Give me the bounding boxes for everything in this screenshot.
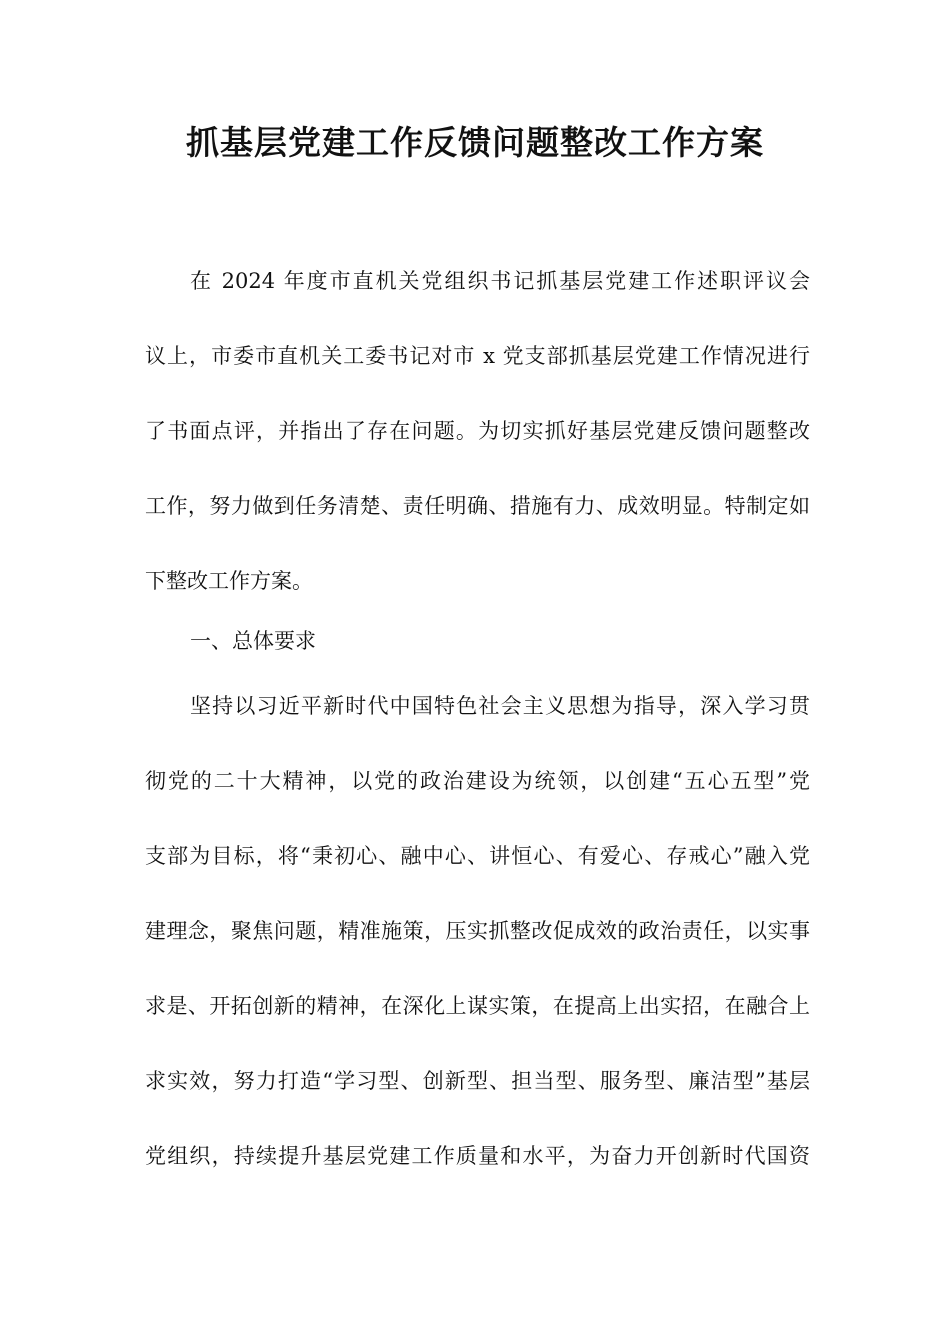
paragraph-line: 工作，努力做到任务清楚、责任明确、措施有力、成效明显。特制定如 [145,494,810,518]
document-title: 抓基层党建工作反馈问题整改工作方案 [186,123,764,162]
paragraph-line: 支部为目标，将“秉初心、融中心、讲恒心、有爱心、存戒心”融入党 [145,844,810,868]
paragraph-line: 下整改工作方案。 [145,569,313,593]
paragraph-line: 在 2024 年度市直机关党组织书记抓基层党建工作述职评议会 [190,269,810,293]
paragraph-line: 求是、开拓创新的精神，在深化上谋实策，在提高上出实招，在融合上 [145,994,810,1018]
paragraph-line: 了书面点评，并指出了存在问题。为切实抓好基层党建反馈问题整改 [145,419,810,443]
paragraph-line: 党组织，持续提升基层党建工作质量和水平，为奋力开创新时代国资 [145,1144,810,1168]
section-heading: 一、总体要求 [190,629,316,653]
paragraph-line: 彻党的二十大精神，以党的政治建设为统领，以创建“五心五型”党 [145,769,810,793]
paragraph-line: 建理念，聚焦问题，精准施策，压实抓整改促成效的政治责任，以实事 [145,919,810,943]
paragraph-line: 坚持以习近平新时代中国特色社会主义思想为指导，深入学习贯 [190,694,810,718]
paragraph-line: 求实效，努力打造“学习型、创新型、担当型、服务型、廉洁型”基层 [145,1069,810,1093]
paragraph-line: 议上，市委市直机关工委书记对市 x 党支部抓基层党建工作情况进行 [145,344,810,368]
